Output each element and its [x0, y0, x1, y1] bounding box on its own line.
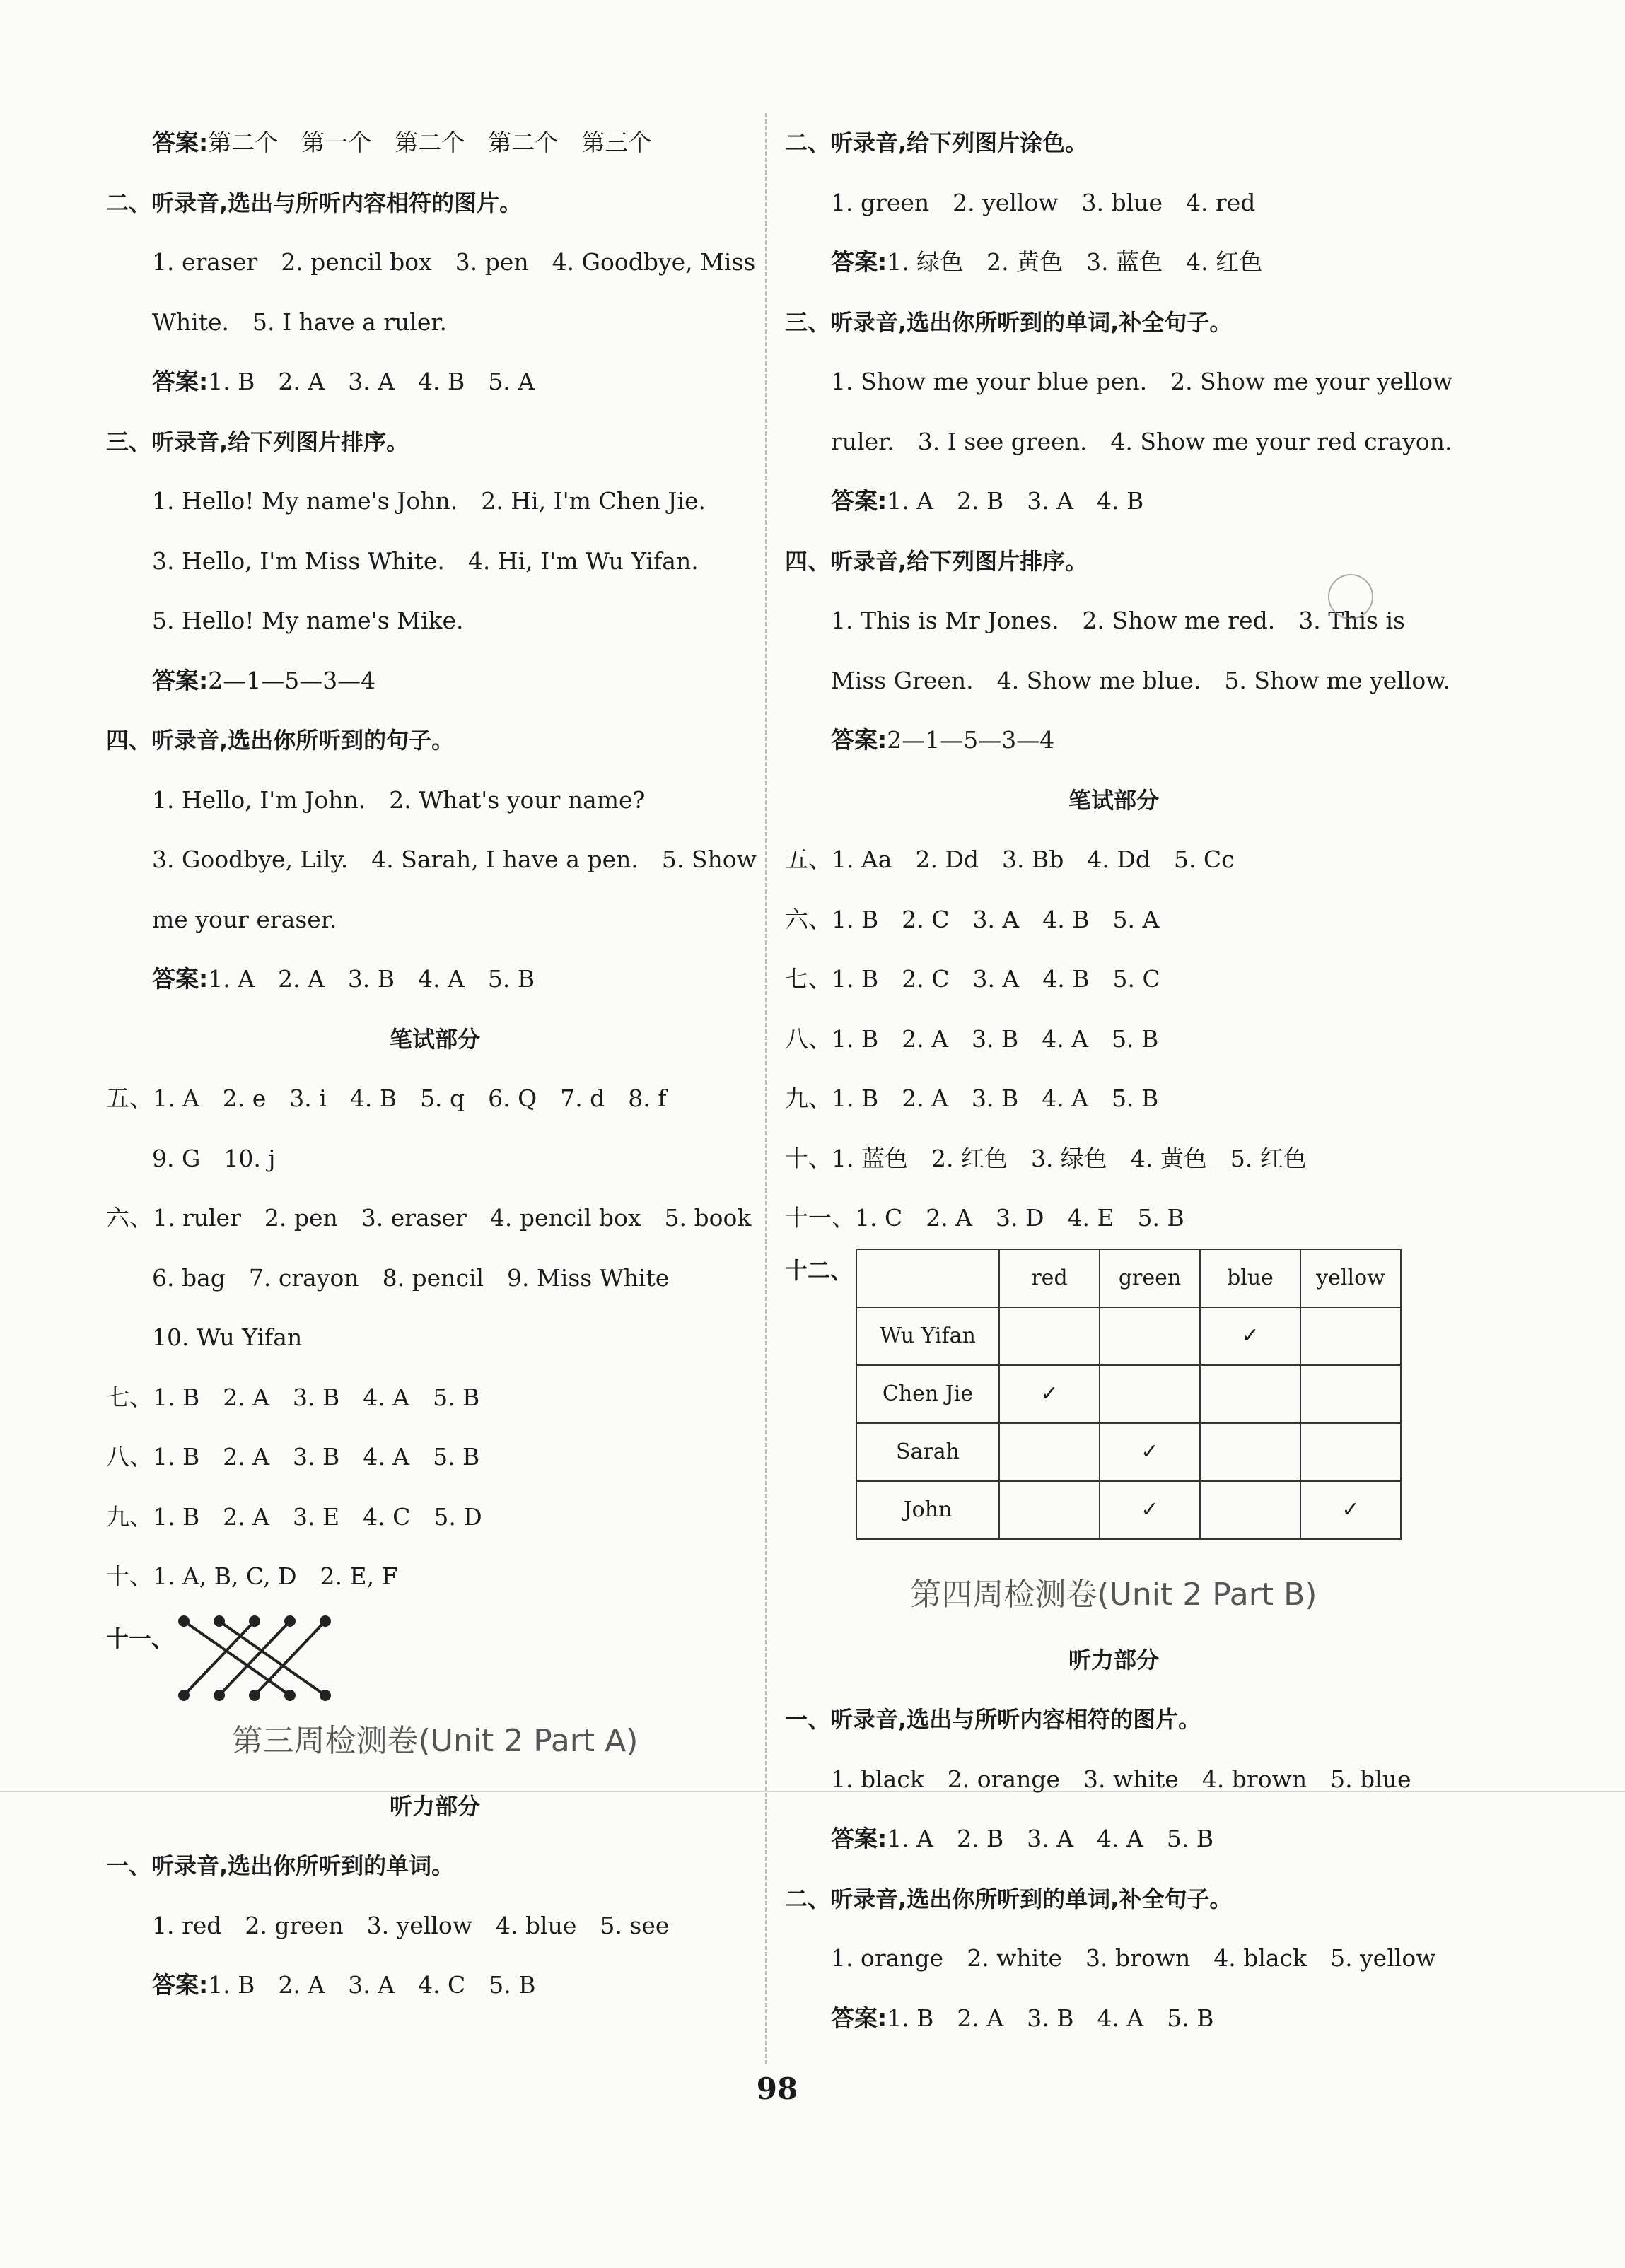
check-cell: [1200, 1423, 1300, 1481]
answer-line: 七、1. B 2. C 3. A 4. B 5. C: [785, 965, 1160, 993]
header-cell: red: [999, 1249, 1100, 1307]
section-heading: 四、听录音,选出你所听到的句子。: [106, 727, 455, 754]
item-line: 5. Hello! My name's Mike.: [152, 607, 464, 634]
table-row: [856, 1481, 1401, 1539]
check-cell: ✓: [999, 1365, 1100, 1423]
unit4-title: 第四周检测卷(Unit 2 Part B): [910, 1576, 1317, 1613]
item-line: ruler. 3. I see green. 4. Show me your red crayon.: [831, 427, 1452, 455]
header-cell: green: [1100, 1249, 1200, 1307]
item-line: 1. black 2. orange 3. white 4. brown 5. blue: [831, 1765, 1411, 1793]
item-line: 1. Hello, I'm John. 2. What's your name?: [152, 785, 646, 814]
check-cell: ✓: [1300, 1481, 1401, 1539]
answer-line: 十一、1. C 2. A 3. D 4. E 5. B: [785, 1204, 1184, 1232]
section-heading: 二、听录音,给下列图片涂色。: [785, 129, 1088, 156]
unit3-title: 第三周检测卷(Unit 2 Part A): [231, 1722, 639, 1759]
section-heading: 三、听录音,给下列图片排序。: [106, 428, 409, 455]
item-line: 3. Goodbye, Lily. 4. Sarah, I have a pen. 5. Show: [152, 846, 757, 873]
item-line: 1. Show me your blue pen. 2. Show me your yellow: [831, 368, 1453, 395]
check-cell: [1300, 1307, 1401, 1365]
right-column: [785, 113, 1453, 2048]
answer-line: 答案:1. B 2. A 3. A 4. B 5. A: [152, 368, 535, 395]
watermark-stamp: [1328, 574, 1373, 619]
check-cell: ✓: [1100, 1423, 1200, 1481]
answer-line: 答案:2—1—5—3—4: [831, 726, 1055, 754]
item-line: 1. eraser 2. pencil box 3. pen 4. Goodbye, Miss: [152, 248, 756, 276]
section-heading: 二、听录音,选出与所听内容相符的图片。: [106, 189, 523, 216]
matching-answer: [106, 1607, 764, 1706]
answer-line: 八、1. B 2. A 3. B 4. A 5. B: [106, 1443, 480, 1471]
section-heading: 二、听录音,选出你所听到的单词,补全句子。: [785, 1885, 1233, 1912]
left-column: [106, 113, 764, 2016]
check-cell: [1200, 1481, 1300, 1539]
table-label: 十二、: [785, 1256, 854, 1284]
written-part-heading: 笔试部分: [389, 1025, 480, 1053]
listening-part-heading: 听力部分: [389, 1792, 480, 1820]
answer-line: 答案:1. B 2. A 3. B 4. A 5. B: [831, 2004, 1214, 2032]
answer-line: 六、1. B 2. C 3. A 4. B 5. A: [785, 905, 1160, 933]
answer-line: 七、1. B 2. A 3. B 4. A 5. B: [106, 1383, 480, 1411]
matching-lines-diagram: [177, 1607, 361, 1706]
row-name-cell: Chen Jie: [856, 1365, 999, 1423]
item-line: 1. This is Mr Jones. 2. Show me red. 3. This is: [831, 607, 1405, 634]
header-cell: yellow: [1300, 1249, 1401, 1307]
check-cell: [1100, 1365, 1200, 1423]
answer-line: 六、1. ruler 2. pen 3. eraser 4. pencil box 5. book: [106, 1204, 752, 1232]
answer-line: 6. bag 7. crayon 8. pencil 9. Miss White: [152, 1263, 670, 1292]
section-heading: 一、听录音,选出与所听内容相符的图片。: [785, 1706, 1201, 1733]
answer-line: 答案:1. A 2. B 3. A 4. A 5. B: [831, 1825, 1214, 1852]
answer-line: 答案:2—1—5—3—4: [152, 666, 376, 694]
answer-line: 五、1. A 2. e 3. i 4. B 5. q 6. Q 7. d 8. f: [106, 1085, 667, 1112]
check-cell: ✓: [1100, 1481, 1200, 1539]
column-divider: [765, 113, 767, 2064]
listening-part-heading: 听力部分: [1068, 1646, 1159, 1673]
color-table-answer: [785, 1249, 1443, 1560]
answer-line: 答案:第二个 第一个 第二个 第二个 第三个: [152, 129, 652, 156]
section-heading: 四、听录音,给下列图片排序。: [785, 547, 1088, 575]
item-line: me your eraser.: [152, 905, 337, 933]
row-name-cell: John: [856, 1481, 999, 1539]
section-heading: 三、听录音,选出你所听到的单词,补全句子。: [785, 308, 1233, 336]
answer-line: 答案:1. B 2. A 3. A 4. C 5. B: [152, 1971, 536, 1999]
header-cell: [856, 1249, 999, 1307]
answer-line: 八、1. B 2. A 3. B 4. A 5. B: [785, 1024, 1159, 1053]
table-row: [856, 1307, 1401, 1365]
matching-label: 十一、: [106, 1625, 175, 1652]
check-cell: [1300, 1423, 1401, 1481]
row-name-cell: Wu Yifan: [856, 1307, 999, 1365]
item-line: Miss Green. 4. Show me blue. 5. Show me yellow.: [831, 666, 1451, 694]
check-cell: [1100, 1307, 1200, 1365]
answer-line: 九、1. B 2. A 3. B 4. A 5. B: [785, 1085, 1159, 1112]
check-cell: [999, 1307, 1100, 1365]
answer-line: 十、1. A, B, C, D 2. E, F: [106, 1562, 398, 1590]
written-part-heading: 笔试部分: [1068, 786, 1159, 814]
header-cell: blue: [1200, 1249, 1300, 1307]
check-cell: [999, 1481, 1100, 1539]
row-name-cell: Sarah: [856, 1423, 999, 1481]
item-line: 3. Hello, I'm Miss White. 4. Hi, I'm Wu Yifan.: [152, 546, 699, 575]
color-table: [856, 1249, 1402, 1540]
answer-line: 五、1. Aa 2. Dd 3. Bb 4. Dd 5. Cc: [785, 846, 1235, 873]
section-heading: 一、听录音,选出你所听到的单词。: [106, 1852, 455, 1879]
answer-line: 10. Wu Yifan: [152, 1323, 303, 1351]
answer-line: 答案:1. 绿色 2. 黄色 3. 蓝色 4. 红色: [831, 248, 1263, 276]
item-line: 1. orange 2. white 3. brown 4. black 5. yellow: [831, 1944, 1436, 1972]
check-cell: ✓: [1200, 1307, 1300, 1365]
item-line: 1. red 2. green 3. yellow 4. blue 5. see: [152, 1911, 670, 1939]
answer-line: 十、1. 蓝色 2. 红色 3. 绿色 4. 黄色 5. 红色: [785, 1144, 1307, 1172]
item-line: 1. Hello! My name's John. 2. Hi, I'm Chen Jie.: [152, 487, 706, 515]
table-row: [856, 1423, 1401, 1481]
check-cell: [1300, 1365, 1401, 1423]
table-row: [856, 1365, 1401, 1423]
answer-line: 答案:1. A 2. A 3. B 4. A 5. B: [152, 965, 535, 993]
item-line: 1. green 2. yellow 3. blue 4. red: [831, 188, 1256, 216]
check-cell: [999, 1423, 1100, 1481]
check-cell: [1200, 1365, 1300, 1423]
answer-line: 9. G 10. j: [152, 1144, 276, 1172]
answer-line: 答案:1. A 2. B 3. A 4. B: [831, 487, 1144, 515]
page-number: 98: [756, 2071, 798, 2106]
item-line: White. 5. I have a ruler.: [152, 308, 448, 336]
table-header-row: [856, 1249, 1401, 1307]
answer-line: 九、1. B 2. A 3. E 4. C 5. D: [106, 1502, 482, 1531]
